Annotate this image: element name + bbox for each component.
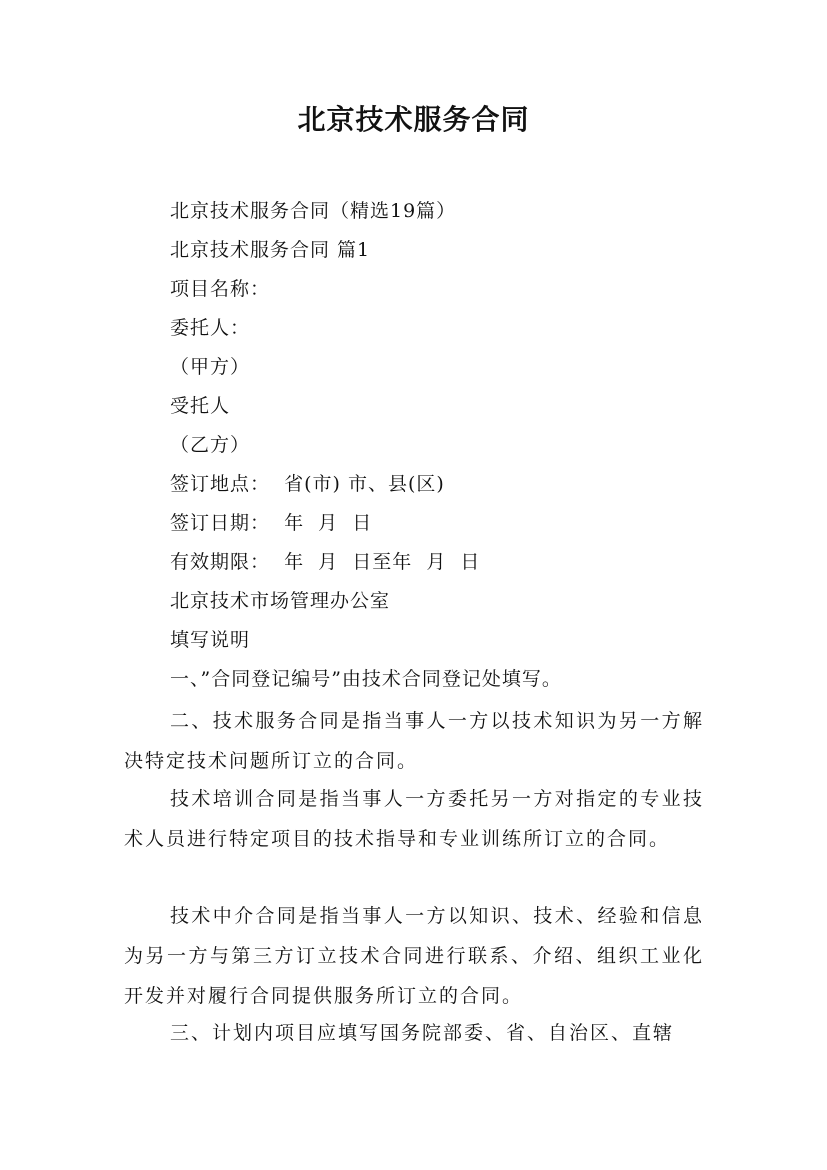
doc-line-section: 北京技术服务合同 篇1 — [170, 239, 371, 261]
document-title: 北京技术服务合同 — [297, 103, 530, 136]
doc-line-party-b: （乙方） — [170, 434, 251, 456]
doc-line-instruction-1: 一、”合同登记编号”由技术合同登记处填写。 — [170, 668, 562, 690]
doc-line-office: 北京技术市场管理办公室 — [170, 590, 391, 612]
doc-line-validity: 有效期限： 年 月 日至年 月 日 — [170, 551, 481, 573]
doc-line-project-name: 项目名称： — [170, 278, 271, 300]
doc-line-sign-place: 签订地点： 省(市) 市、县(区) — [170, 473, 445, 495]
doc-paragraph-intermediary-contract: 技术中介合同是指当事人一方以知识、技术、经验和信息为另一方与第三方订立技术合同进行联系、介绍、组织工业化开发并对履行合同提供服务所订立的合同。 — [124, 905, 704, 1007]
doc-line-client: 委托人： — [170, 317, 251, 339]
doc-paragraph-training-contract: 技术培训合同是指当事人一方委托另一方对指定的专业技术人员进行特定项目的技术指导和专业训练所订立的合同。 — [124, 788, 704, 850]
doc-line-heading: 北京技术服务合同（精选19篇） — [170, 200, 457, 222]
doc-paragraph-service-contract: 二、技术服务合同是指当事人一方以技术知识为另一方解决特定技术问题所订立的合同。 — [124, 710, 704, 772]
doc-paragraph-instruction-3: 三、计划内项目应填写国务院部委、省、自治区、直辖 — [170, 1022, 675, 1044]
doc-line-sign-date: 签订日期： 年 月 日 — [170, 512, 373, 534]
doc-line-instructions-heading: 填写说明 — [170, 629, 251, 651]
doc-line-contractor: 受托人 — [170, 395, 231, 417]
doc-line-party-a: （甲方） — [170, 356, 251, 378]
